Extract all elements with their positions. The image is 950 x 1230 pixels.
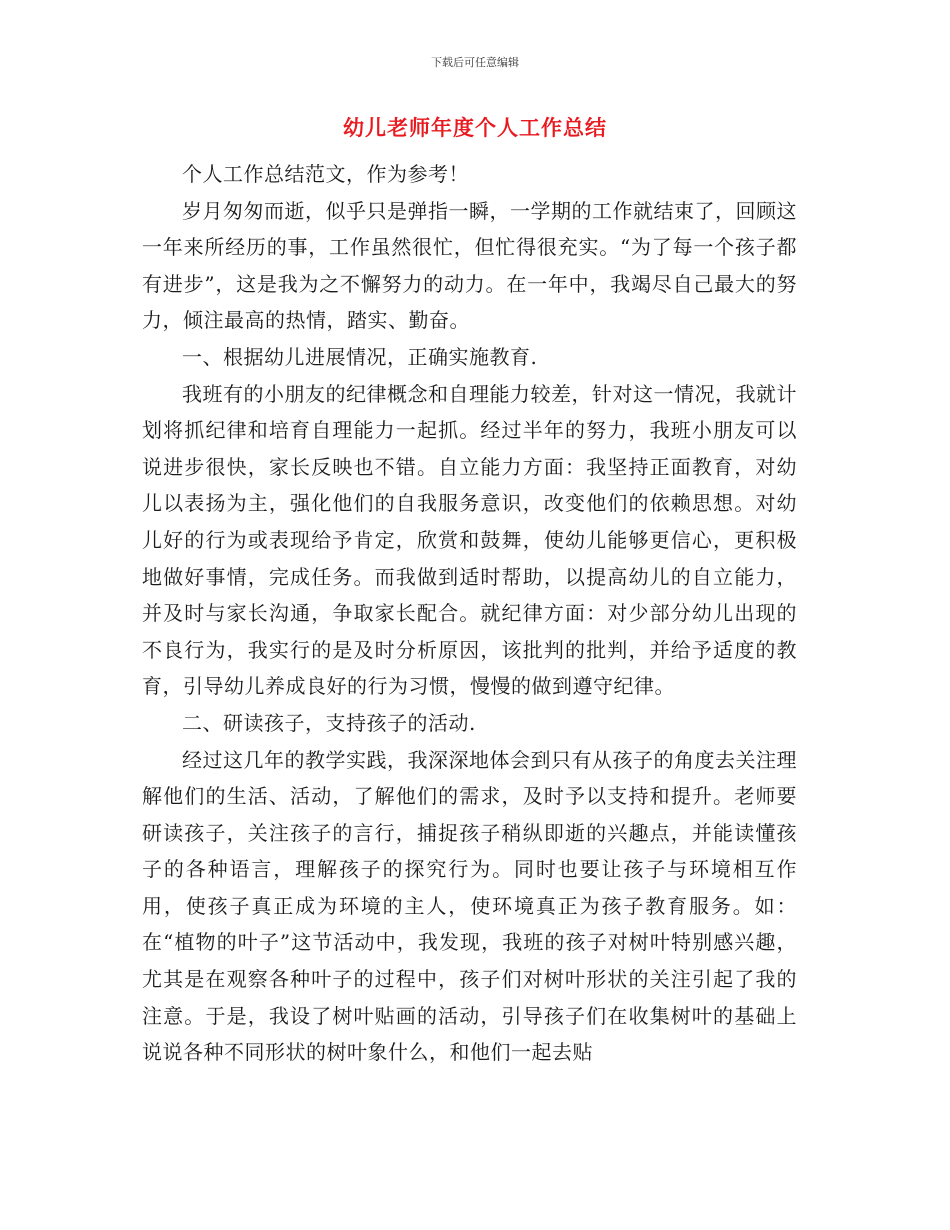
section-heading-2: 二、研读孩子，支持孩子的活动.: [182, 710, 476, 735]
paragraph-section-2: 经过这几年的教学实践，我深深地体会到只有从孩子的角度去关注理解他们的生活、活动，了解他们的需求，及时予以支持和提升。老师要研读孩子，关注孩子的言行，捕捉孩子稍纵即逝的兴趣点，并能读懂孩子的各种语言，理解孩子的探究行为。同时也要让孩子与环境相互作用，使孩子真正成为环境的主人，使环境真正为孩子教育服务。如：在“植物的叶子”这节活动中，我发现，我班的孩子对树叶特别感兴趣，尤其是在观察各种叶子的过程中，孩子们对树叶形状的关注引起了我的注意。于是，我设了树叶贴画的活动，引导孩子们在收集树叶的基础上说说各种不同形状的树叶象什么，和他们一起去贴: [142, 747, 797, 1065]
page-header-note: 下载后可任意编辑: [431, 56, 519, 69]
paragraph-section-1: 我班有的小朋友的纪律概念和自理能力较差，针对这一情况，我就计划将抓纪律和培育自理能力一起抓。经过半年的努力，我班小朋友可以说进步很快，家长反映也不错。自立能力方面：我坚持正面教育，对幼儿以表扬为主，强化他们的自我服务意识，改变他们的依赖思想。对幼儿好的行为或表现给予肯定，欣赏和鼓舞，使幼儿能够更信心，更积极地做好事情，完成任务。而我做到适时帮助，以提高幼儿的自立能力，并及时与家长沟通，争取家长配合。就纪律方面：对少部分幼儿出现的不良行为，我实行的是及时分析原因，该批判的批判，并给予适度的教育，引导幼儿养成良好的行为习惯，慢慢的做到遵守纪律。: [142, 381, 797, 699]
paragraph-intro: 个人工作总结范文，作为参考！: [182, 162, 469, 186]
document-title: 幼儿老师年度个人工作总结: [343, 116, 607, 140]
section-heading-1: 一、根据幼儿进展情况，正确实施教育.: [182, 344, 538, 369]
paragraph-opening: 岁月匆匆而逝，似乎只是弹指一瞬，一学期的工作就结束了，回顾这一年来所经历的事，工作虽然很忙，但忙得很充实。“为了每一个孩子都有进步”，这是我为之不懈努力的动力。在一年中，我竭尽自己最大的努力，倾注最高的热情，踏实、勤奋。: [142, 198, 797, 333]
document-body: [142, 156, 797, 1071]
